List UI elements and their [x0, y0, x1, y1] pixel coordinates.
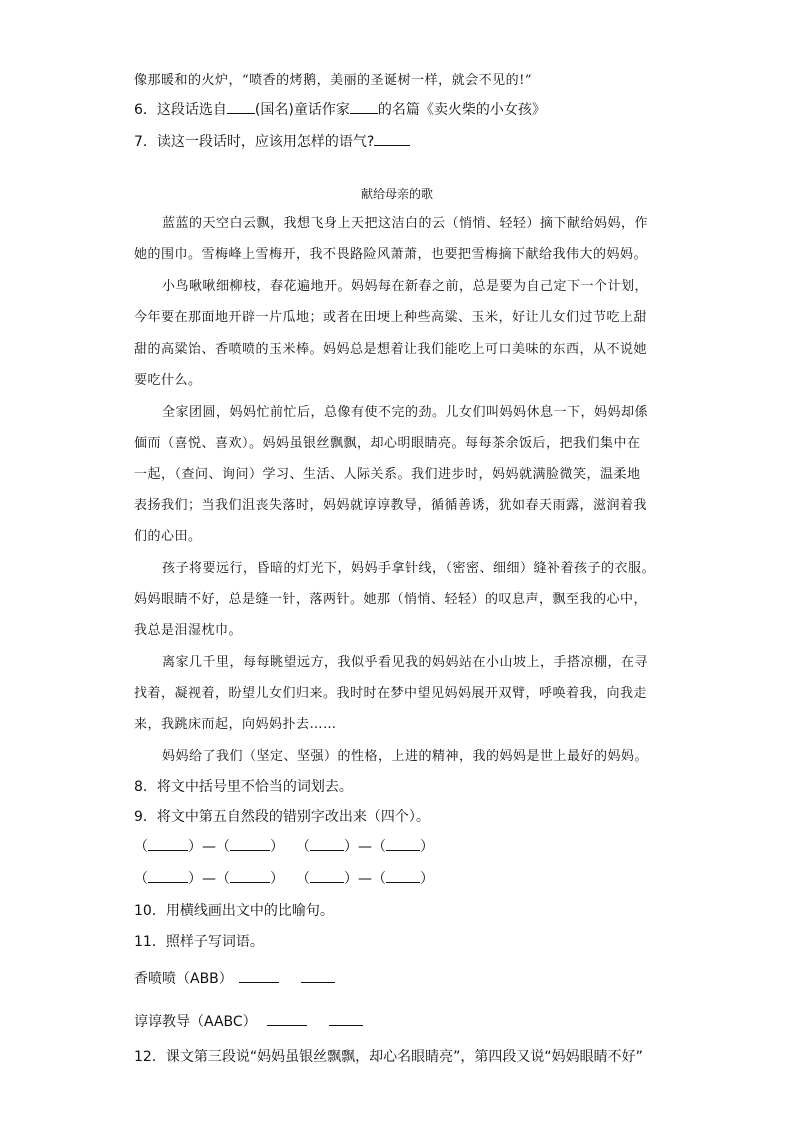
- intro-line: 像那暖和的火炉，“喷香的烤鹅，美丽的圣诞树一样，就会不见的!”: [134, 73, 533, 88]
- correction-row: （ ）—（ ）: [296, 836, 434, 856]
- answer-blank[interactable]: [148, 836, 188, 851]
- article-line: 甜的高粱饴、香喷喷的玉米棒。妈妈总是想着让我们能吃上可口美味的东西，从不说她: [134, 342, 648, 357]
- question-6-part-b: (国名)童话作家: [254, 102, 350, 118]
- question-11-abb: 香喷喷（ABB）: [134, 968, 335, 988]
- answer-blank[interactable]: [386, 836, 420, 851]
- question-9: 9．将文中第五自然段的错别字改出来（四个）。: [134, 809, 430, 825]
- article-line: 表扬我们；当我们沮丧失落时，妈妈就谆谆教导，循循善诱，犹如春天雨露，滋润着我: [134, 498, 648, 513]
- article-line: 今年要在那面地开辟一片瓜地；或者在田埂上种些高粱、玉米，好让儿女们过节吃上甜: [134, 310, 648, 325]
- question-6-part-c: 的名篇《卖火柴的小女孩》: [377, 102, 546, 118]
- answer-blank[interactable]: [239, 968, 279, 983]
- article-line: 小鸟啾啾细柳枝，春花遍地开。妈妈每在新春之前，总是要为自己定下一个计划，: [162, 279, 649, 294]
- question-11: 11．照样子写词语。: [134, 934, 264, 950]
- article-line: 一起，（查问、询问）学习、生活、人际关系。我们进步时，妈妈就满脸微笑，温柔地: [134, 467, 641, 482]
- answer-blank[interactable]: [310, 868, 344, 883]
- question-11-aabc: 谆谆教导（AABC）: [134, 1011, 363, 1031]
- question-12: 12．课文第三段说“妈妈虽银丝飘飘，却心名眼睛亮”，第四段又说“妈妈眼睛不好”: [134, 1049, 643, 1065]
- answer-blank[interactable]: [310, 836, 344, 851]
- question-10: 10．用横线画出文中的比喻句。: [134, 903, 334, 919]
- answer-blank[interactable]: [148, 868, 188, 883]
- question-8: 8．将文中括号里不恰当的词划去。: [134, 779, 353, 795]
- question-6: [134, 99, 546, 119]
- question-7: [134, 131, 410, 151]
- article-line: 全家团圆，妈妈忙前忙后，总像有使不完的劲。儿女们叫妈妈休息一下，妈妈却係: [162, 405, 649, 420]
- article-line: 偭而（喜悦、喜欢）。妈妈虽银丝飘飘，却心明眼睛亮。每每茶余饭后，把我们集中在: [134, 436, 641, 451]
- answer-blank[interactable]: [230, 868, 270, 883]
- article-line: 们的心田。: [134, 529, 202, 544]
- correction-row: （ ）—（ ）: [296, 868, 434, 888]
- answer-blank[interactable]: [386, 868, 420, 883]
- article-line: 要吃什么。: [134, 373, 202, 388]
- answer-blank[interactable]: [374, 131, 410, 146]
- answer-blank[interactable]: [329, 1011, 363, 1026]
- article-line: 妈妈眼睛不好，总是缝一针，落两针。她那（悄悄、轻轻）的叹息声，飘至我的心中，: [134, 592, 648, 607]
- article-line: 离家几千里，每每眺望远方，我似乎看见我的妈妈站在小山坡上，手搭凉棚，在寻: [162, 655, 649, 670]
- article-line: 蓝蓝的天空白云飘，我想飞身上天把这洁白的云（悄悄、轻轻）摘下献给妈妈，作: [162, 216, 649, 231]
- article-line: 我总是泪湿枕巾。: [134, 623, 243, 638]
- answer-blank[interactable]: [301, 968, 335, 983]
- answer-blank[interactable]: [267, 1011, 307, 1026]
- article-title: 献给母亲的歌: [360, 187, 433, 201]
- question-6-part-a: 6．这段话选自: [134, 102, 227, 118]
- article-line: 她的围巾。雪梅峰上雪梅开，我不畏路险风萧萧，也要把雪梅摘下献给我伟大的妈妈。: [134, 247, 648, 262]
- article-line: 来，我跳床而起，向妈妈扑去……: [134, 717, 337, 732]
- correction-row: （ ）—（ ）: [134, 868, 284, 888]
- article-line: 妈妈给了我们（坚定、坚强）的性格，上进的精神，我的妈妈是世上最好的妈妈。: [162, 749, 649, 764]
- answer-blank[interactable]: [230, 836, 270, 851]
- answer-blank[interactable]: [227, 99, 255, 114]
- question-7-text: 7．读这一段话时，应该用怎样的语气?: [134, 134, 375, 150]
- article-line: 孩子将要远行，昏暗的灯光下，妈妈手拿针线，（密密、细细）缝补着孩子的衣服。: [162, 561, 656, 576]
- correction-row: （ ）—（ ）: [134, 836, 284, 856]
- answer-blank[interactable]: [350, 99, 378, 114]
- article-line: 找着，凝视着，盼望儿女们归来。我时时在梦中望见妈妈展开双臂，呼唤着我，向我走: [134, 686, 648, 701]
